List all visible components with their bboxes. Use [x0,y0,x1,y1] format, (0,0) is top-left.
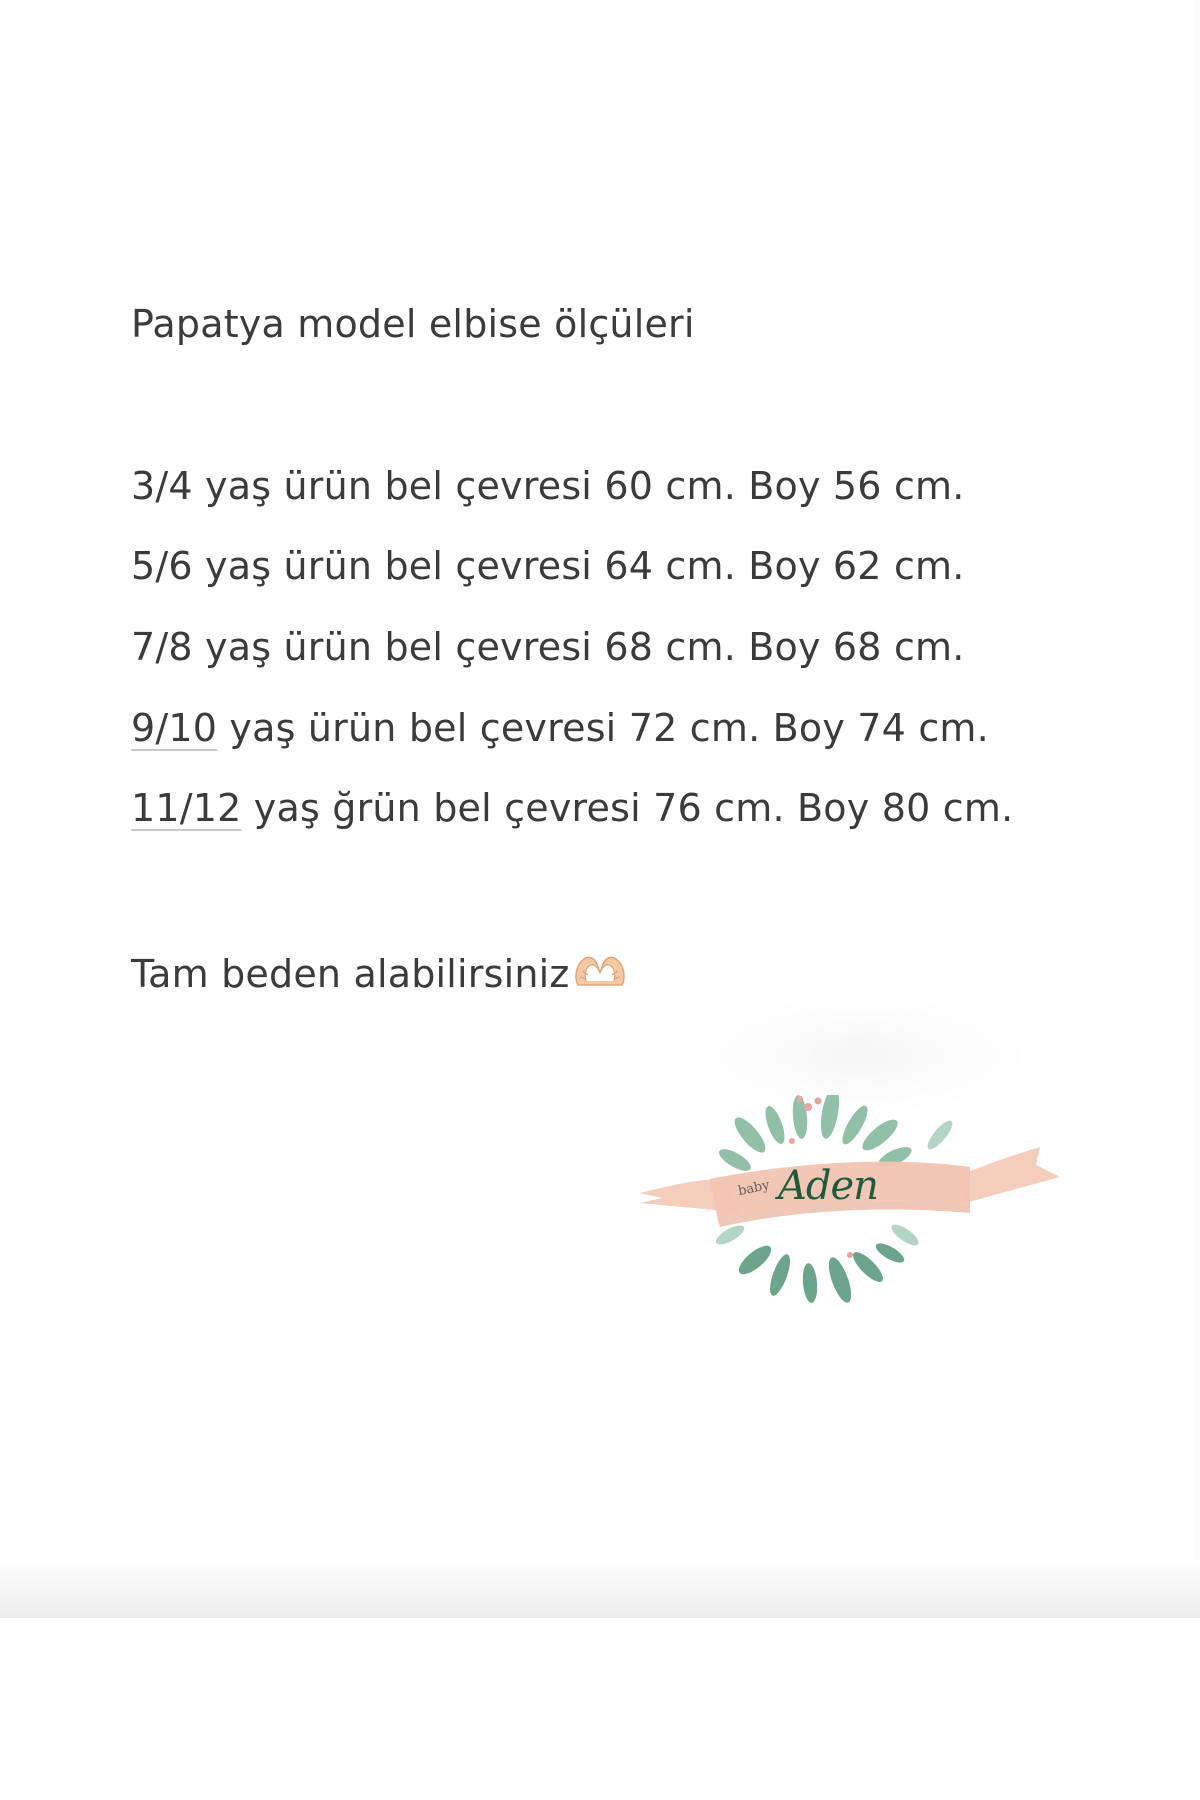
size-row-3 [131,625,965,669]
bottom-area [0,1618,1200,1800]
size-row-5 [131,786,1014,830]
footer-text: Tam beden alabilirsiniz [131,952,570,996]
size-label: 3/4 [131,464,193,508]
size-label: 5/6 [131,544,193,588]
size-details: yaş ğrün bel çevresi 76 cm. Boy 80 cm. [241,786,1014,830]
note-title: Papatya model elbise ölçüleri [131,302,695,346]
size-label-link[interactable]: 11/12 [131,786,242,830]
ribbon-floral-graphic [640,1095,1060,1335]
size-details: yaş ürün bel çevresi 68 cm. Boy 68 cm. [192,625,965,669]
logo-brand-text: Aden [778,1163,878,1209]
size-label: 7/8 [131,625,193,669]
heart-hands-icon [572,951,628,997]
size-details: yaş ürün bel çevresi 60 cm. Boy 56 cm. [192,464,965,508]
size-label-link[interactable]: 9/10 [131,706,218,750]
note-footer [131,951,628,997]
size-details: yaş ürün bel çevresi 64 cm. Boy 62 cm. [192,544,965,588]
logo-small-text: baby [736,1177,771,1200]
size-row-2 [131,544,965,588]
screen-edge [1194,0,1200,1618]
brand-logo [640,1095,1060,1335]
size-row-1 [131,464,965,508]
size-details: yaş ürün bel çevresi 72 cm. Boy 74 cm. [217,706,989,750]
bottom-bar [0,1560,1200,1618]
size-row-4 [131,706,989,750]
